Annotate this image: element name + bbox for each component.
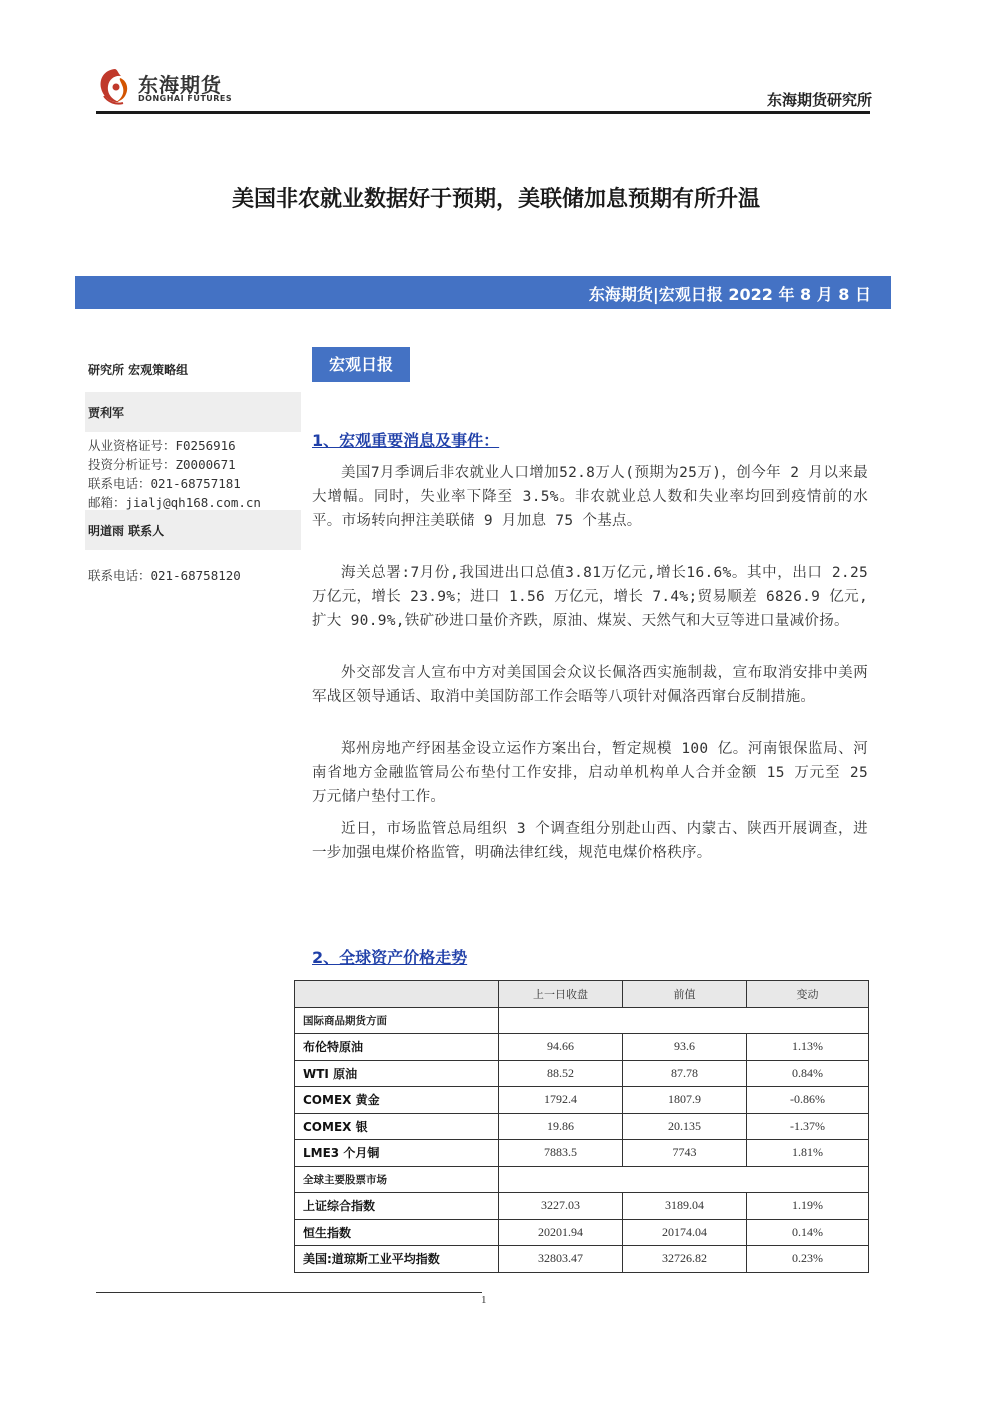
- asset-name: 恒生指数: [295, 1219, 499, 1246]
- close-value: 20201.94: [499, 1219, 623, 1246]
- asset-name: 上证综合指数: [295, 1193, 499, 1220]
- prev-value: 93.6: [623, 1034, 747, 1061]
- news-paragraph: 美国7月季调后非农就业人口增加52.8万人(预期为25万)，创今年 2 月以来最大增幅。同时，失业率下降至 3.5%。非农就业总人数和失业率均回到疫情前的水平。市场转向押注美联储 9 月加息 75 个基点。: [312, 465, 868, 529]
- news-paragraph: 外交部发言人宣布中方对美国国会众议长佩洛西实施制裁，宣布取消安排中美两军战区领导通话、取消中美国防部工作会晤等八项针对佩洛西窜台反制措施。: [312, 665, 868, 705]
- close-value: 19.86: [499, 1113, 623, 1140]
- dragon-logo-icon: [96, 66, 134, 106]
- asset-name: 美国:道琼斯工业平均指数: [295, 1246, 499, 1273]
- contact-name: 明道雨 联系人: [88, 524, 165, 538]
- header-cell: 变动: [747, 981, 869, 1008]
- page-number: 1: [481, 1294, 487, 1306]
- prev-value: 7743: [623, 1140, 747, 1167]
- report-banner: [75, 276, 891, 309]
- analyst-line: 从业资格证号：F0256916: [88, 438, 236, 453]
- sidebar-group: 研究所 宏观策略组: [88, 363, 189, 377]
- close-value: 3227.03: [499, 1193, 623, 1220]
- institute-name: 东海期货研究所: [766, 91, 872, 109]
- change-value: -1.37%: [747, 1113, 869, 1140]
- header-cell: 上一日收盘: [499, 981, 623, 1008]
- close-value: 1792.4: [499, 1087, 623, 1114]
- category-cell: 国际商品期货方面: [295, 1007, 499, 1034]
- change-value: 0.23%: [747, 1246, 869, 1273]
- table-row: [295, 1034, 869, 1061]
- change-value: -0.86%: [747, 1087, 869, 1114]
- analyst-email: 邮箱：jialj@qh168.com.cn: [88, 495, 261, 510]
- change-value: 0.84%: [747, 1060, 869, 1087]
- asset-name: COMEX 黄金: [295, 1087, 499, 1114]
- analyst-line: 联系电话：021-68757181: [88, 476, 241, 491]
- logo-text-en: DONGHAI FUTURES: [138, 94, 233, 103]
- section-1-heading: 1、宏观重要消息及事件：: [312, 431, 500, 450]
- prev-value: 1807.9: [623, 1087, 747, 1114]
- change-value: 1.81%: [747, 1140, 869, 1167]
- asset-price-table: [294, 980, 869, 1273]
- header-cell-blank: [295, 981, 499, 1008]
- close-value: 32803.47: [499, 1246, 623, 1273]
- table-row: [295, 1060, 869, 1087]
- prev-value: 20174.04: [623, 1219, 747, 1246]
- news-paragraph: 海关总署:7月份,我国进出口总值3.81万亿元,增长16.6%。其中，出口 2.25 万亿元，增长 23.9%；进口 1.56 万亿元，增长 7.4%;贸易顺差 6826.9 亿元,扩大 90.9%,铁矿砂进口量价齐跌，原油、煤炭、天然气和大豆等进口量减价扬。: [312, 565, 868, 629]
- table-row: [295, 1193, 869, 1220]
- change-value: 0.14%: [747, 1219, 869, 1246]
- prev-value: 20.135: [623, 1113, 747, 1140]
- category-cell: 全球主要股票市场: [295, 1166, 499, 1193]
- close-value: 88.52: [499, 1060, 623, 1087]
- page-title: 美国非农就业数据好于预期，美联储加息预期有所升温: [231, 187, 760, 212]
- table-row: [295, 1087, 869, 1114]
- table-category-row: [295, 1007, 869, 1034]
- table-row: [295, 1140, 869, 1167]
- close-value: 7883.5: [499, 1140, 623, 1167]
- analyst-name: 贾利军: [88, 406, 125, 420]
- analyst-line: 投资分析证号：Z0000671: [88, 457, 236, 472]
- section-2-heading: 2、全球资产价格走势: [312, 948, 468, 967]
- contact-phone: 联系电话：021-68758120: [88, 568, 241, 583]
- category-empty-cell: [499, 1166, 869, 1193]
- logo-text-cn: 东海期货: [138, 73, 222, 97]
- table-row: [295, 1246, 869, 1273]
- category-empty-cell: [499, 1007, 869, 1034]
- news-paragraph: 郑州房地产纾困基金设立运作方案出台，暂定规模 100 亿。河南银保监局、河南省地方金融监管局公布垫付工作安排，启动单机构单人合并金额 15 万元至 25 万元储户垫付工作。: [312, 741, 868, 805]
- table-header-row: [295, 981, 869, 1008]
- analyst-name-bar: [85, 392, 301, 432]
- banner-text: 东海期货|宏观日报 2022 年 8 月 8 日: [588, 285, 871, 304]
- asset-name: COMEX 银: [295, 1113, 499, 1140]
- header-cell: 前值: [623, 981, 747, 1008]
- asset-name: WTI 原油: [295, 1060, 499, 1087]
- contact-name-bar: [85, 510, 301, 550]
- report-type-tag: 宏观日报: [312, 347, 410, 382]
- change-value: 1.19%: [747, 1193, 869, 1220]
- table-category-row: [295, 1166, 869, 1193]
- asset-name: 布伦特原油: [295, 1034, 499, 1061]
- footer-divider: [96, 1292, 482, 1293]
- news-paragraph: 近日，市场监管总局组织 3 个调查组分别赴山西、内蒙古、陕西开展调查，进一步加强电煤价格监管，明确法律红线，规范电煤价格秩序。: [312, 821, 868, 861]
- close-value: 94.66: [499, 1034, 623, 1061]
- company-logo: [96, 66, 236, 108]
- prev-value: 32726.82: [623, 1246, 747, 1273]
- prev-value: 3189.04: [623, 1193, 747, 1220]
- asset-name: LME3 个月铜: [295, 1140, 499, 1167]
- prev-value: 87.78: [623, 1060, 747, 1087]
- table-row: [295, 1113, 869, 1140]
- change-value: 1.13%: [747, 1034, 869, 1061]
- header-divider: [96, 111, 870, 114]
- table-row: [295, 1219, 869, 1246]
